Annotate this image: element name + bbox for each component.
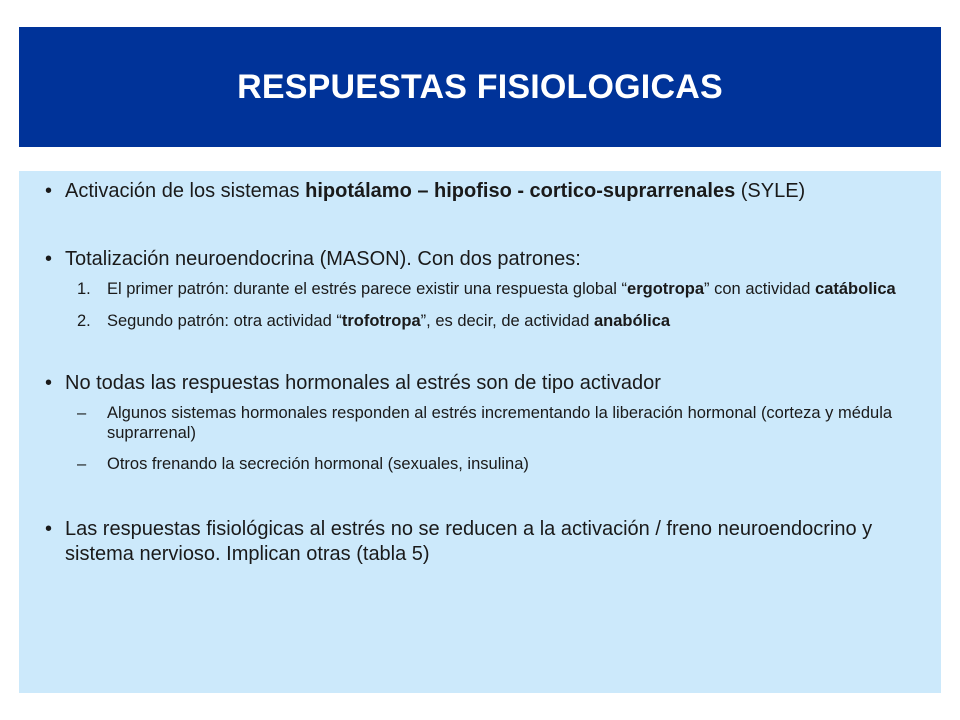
dash-mark: – <box>77 404 87 422</box>
bullet-3-text: No todas las respuestas hormonales al estrés son de tipo activador <box>65 372 661 394</box>
sub-2-2-mid: ”, es decir, de actividad <box>420 312 594 330</box>
sub-item-3-2 <box>45 454 921 474</box>
bullet-mark: • <box>45 372 53 394</box>
sub-2-1-bold2: catábolica <box>815 280 896 298</box>
bullet-1-text-post: (SYLE) <box>735 180 806 202</box>
sub-item-2-2 <box>45 311 921 331</box>
sub-3-2-text: Otros frenando la secreción hormonal (sexuales, insulina) <box>107 455 529 473</box>
bullet-mark: • <box>45 518 53 540</box>
slide-title: RESPUESTAS FISIOLOGICAS <box>237 67 723 106</box>
bullet-1-text-bold: hipotálamo – hipofiso - cortico-suprarrenales <box>305 180 736 202</box>
bullet-4-text: Las respuestas fisiológicas al estrés no se reducen a la activación / freno neuroendocrino y sistema nervioso. Implican otras (tabla 5) <box>65 518 873 565</box>
bullet-2-text: Totalización neuroendocrina (MASON). Con dos patrones: <box>65 248 581 270</box>
bullet-item-2 <box>45 247 921 272</box>
bullet-item-1 <box>45 179 921 204</box>
sub-number: 2. <box>77 312 91 330</box>
sub-3-1-text: Algunos sistemas hormonales responden al estrés incrementando la liberación hormonal (corteza y médula suprarrenal) <box>107 404 893 442</box>
sub-item-3-1 <box>45 403 921 443</box>
bullet-1-text-pre: Activación de los sistemas <box>65 180 306 202</box>
sub-2-1-bold1: ergotropa <box>627 280 705 298</box>
dash-mark: – <box>77 455 87 473</box>
bullet-mark: • <box>45 248 53 270</box>
sub-2-1-mid: ” con actividad <box>704 280 816 298</box>
sub-item-2-1 <box>45 279 921 299</box>
bullet-item-3 <box>45 371 921 396</box>
sub-number: 1. <box>77 280 91 298</box>
bullet-item-4 <box>45 517 921 567</box>
title-bar <box>19 27 941 147</box>
sub-2-2-pre: Segundo patrón: otra actividad “ <box>107 312 342 330</box>
sub-2-2-bold2: anabólica <box>594 312 671 330</box>
sub-2-1-pre: El primer patrón: durante el estrés parece existir una respuesta global “ <box>107 280 628 298</box>
sub-2-2-bold1: trofotropa <box>341 312 421 330</box>
content-panel <box>19 171 941 693</box>
bullet-mark: • <box>45 180 53 202</box>
